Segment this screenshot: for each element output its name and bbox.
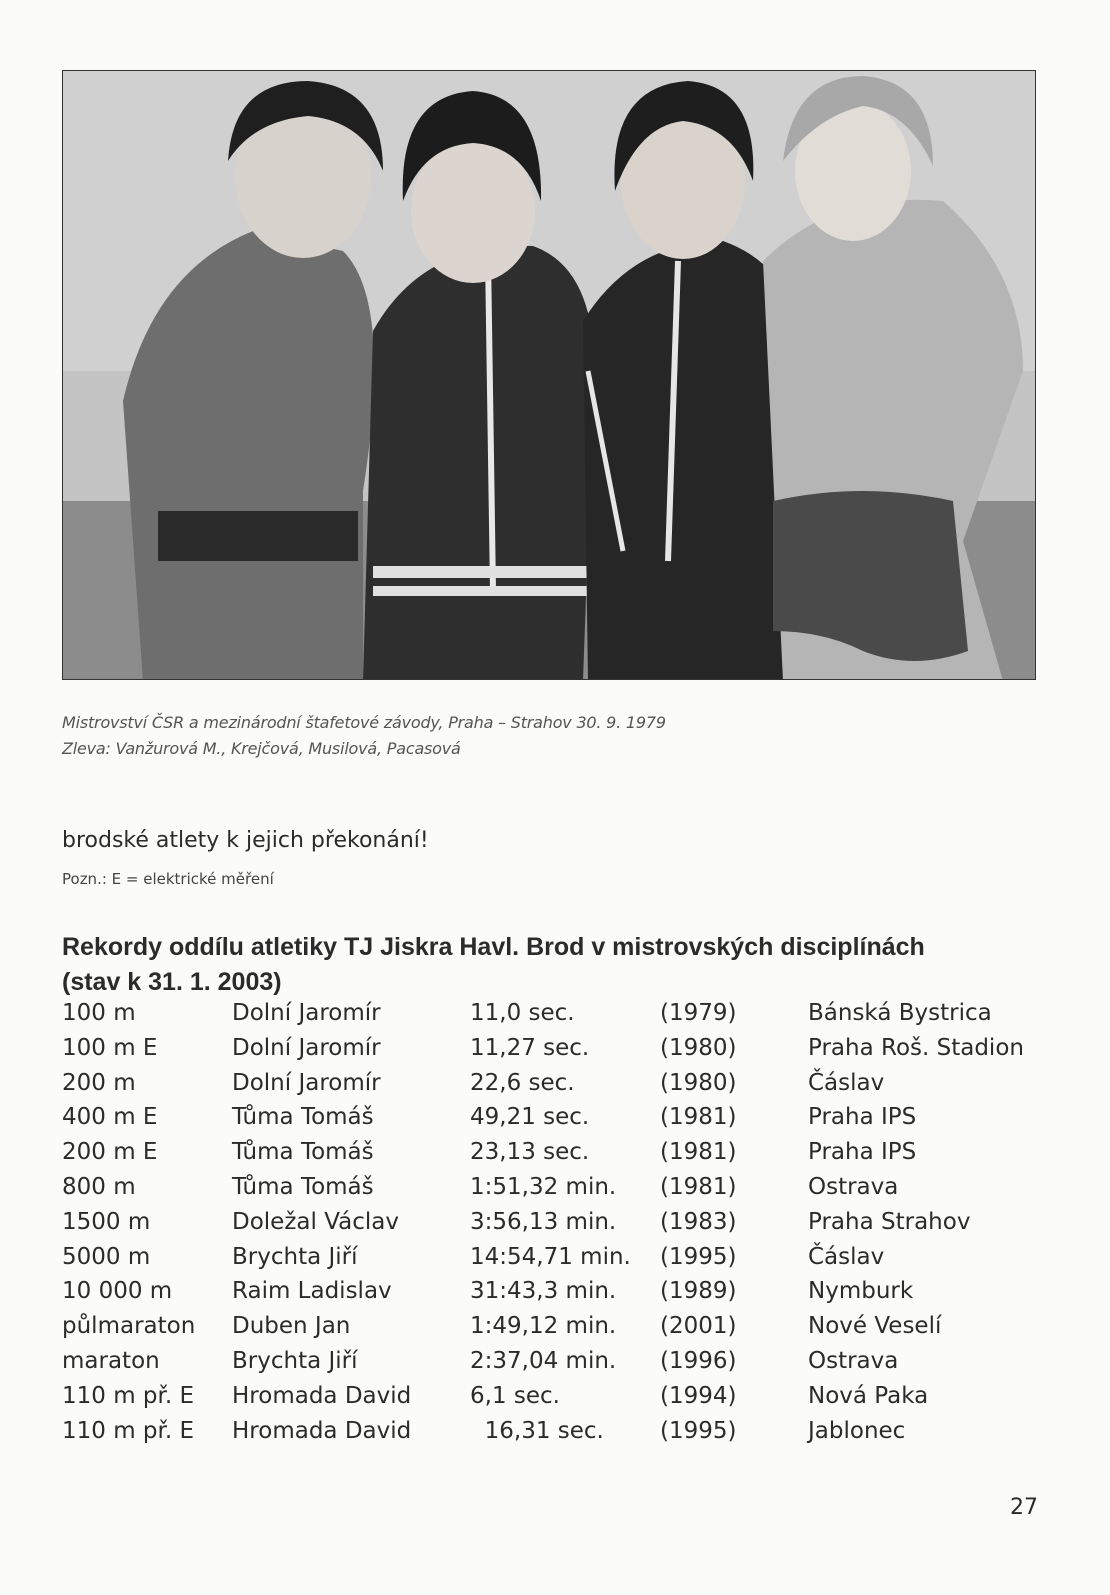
table-row (62, 1000, 1052, 1035)
record-athlete: Duben Jan (232, 1313, 351, 1340)
record-result: 2:37,04 min. (470, 1347, 617, 1374)
record-result: 6,1 sec. (470, 1382, 560, 1409)
caption-line-1: Mistrovství ČSR a mezinárodní štafetové závody, Praha – Strahov 30. 9. 1979 (62, 713, 666, 732)
record-discipline: 110 m př. E (62, 1382, 195, 1409)
table-row (62, 1278, 1052, 1313)
record-venue: Jablonec (808, 1417, 906, 1444)
record-discipline: 100 m E (62, 1034, 158, 1061)
record-discipline: 100 m (62, 1000, 136, 1026)
record-result: 1:51,32 min. (470, 1173, 617, 1200)
body-paragraph: brodské atlety k jejich překonání! (62, 828, 429, 853)
record-athlete: Doležal Václav (232, 1208, 399, 1235)
record-athlete: Hromada David (232, 1382, 412, 1409)
record-year: (1995) (660, 1243, 737, 1270)
record-athlete: Tůma Tomáš (232, 1104, 374, 1131)
record-athlete: Raim Ladislav (232, 1278, 392, 1305)
record-year: (1980) (660, 1034, 737, 1061)
record-venue: Ostrava (808, 1347, 899, 1374)
record-result: 11,0 sec. (470, 1000, 575, 1026)
record-result: 23,13 sec. (470, 1139, 590, 1166)
record-venue: Nymburk (808, 1278, 914, 1305)
record-venue: Bánská Bystrica (808, 1000, 992, 1026)
record-result: 1:49,12 min. (470, 1313, 617, 1340)
measurement-note: Pozn.: E = elektrické měření (62, 870, 274, 888)
record-venue: Nová Paka (808, 1382, 929, 1409)
record-year: (1981) (660, 1104, 737, 1131)
record-athlete: Brychta Jiří (232, 1243, 358, 1270)
photo-illustration (63, 71, 1036, 680)
record-discipline: 1500 m (62, 1208, 151, 1235)
record-year: (1989) (660, 1278, 737, 1305)
record-athlete: Dolní Jaromír (232, 1034, 381, 1061)
record-venue: Praha Strahov (808, 1208, 971, 1235)
records-table (62, 1000, 1052, 1452)
record-venue: Nové Veselí (808, 1313, 942, 1340)
table-row (62, 1104, 1052, 1139)
table-row (62, 1313, 1052, 1348)
record-venue: Praha IPS (808, 1139, 917, 1166)
record-year: (1983) (660, 1208, 737, 1235)
record-result: 11,27 sec. (470, 1034, 590, 1061)
record-discipline: 800 m (62, 1173, 136, 1200)
record-result: 31:43,3 min. (470, 1278, 617, 1305)
record-result: 49,21 sec. (470, 1104, 590, 1131)
record-year: (2001) (660, 1313, 737, 1340)
record-year: (1994) (660, 1382, 737, 1409)
record-year: (1995) (660, 1417, 737, 1444)
record-athlete: Brychta Jiří (232, 1347, 358, 1374)
record-result: 16,31 sec. (470, 1417, 604, 1444)
heading-line-1: Rekordy oddílu atletiky TJ Jiskra Havl. Brod v mistrovských disciplínách (62, 933, 925, 961)
record-venue: Ostrava (808, 1173, 899, 1200)
table-row (62, 1139, 1052, 1174)
table-row (62, 1174, 1052, 1209)
record-athlete: Dolní Jaromír (232, 1069, 381, 1096)
record-result: 14:54,71 min. (470, 1243, 631, 1270)
record-athlete: Hromada David (232, 1417, 412, 1444)
record-venue: Čáslav (808, 1243, 885, 1270)
record-athlete: Tůma Tomáš (232, 1139, 374, 1166)
record-discipline: 10 000 m (62, 1278, 173, 1305)
table-row (62, 1244, 1052, 1279)
table-row (62, 1209, 1052, 1244)
records-heading (62, 930, 1042, 1000)
record-discipline: 110 m př. E (62, 1417, 195, 1444)
record-discipline: 200 m (62, 1069, 136, 1096)
record-venue: Praha Roš. Stadion (808, 1034, 1024, 1061)
table-row (62, 1070, 1052, 1105)
caption-line-2: Zleva: Vanžurová M., Krejčová, Musilová, Pacasová (62, 739, 461, 758)
record-year: (1981) (660, 1139, 737, 1166)
record-discipline: 200 m E (62, 1139, 158, 1166)
record-venue: Čáslav (808, 1069, 885, 1096)
table-row (62, 1348, 1052, 1383)
record-year: (1996) (660, 1347, 737, 1374)
record-discipline: maraton (62, 1347, 160, 1374)
record-year: (1979) (660, 1000, 737, 1026)
table-row (62, 1035, 1052, 1070)
athletes-photo (62, 70, 1036, 680)
table-row (62, 1383, 1052, 1418)
record-discipline: 5000 m (62, 1243, 151, 1270)
record-result: 22,6 sec. (470, 1069, 575, 1096)
record-discipline: 400 m E (62, 1104, 158, 1131)
photo-caption (62, 710, 666, 762)
record-athlete: Tůma Tomáš (232, 1173, 374, 1200)
page-number: 27 (1010, 1495, 1038, 1520)
record-athlete: Dolní Jaromír (232, 1000, 381, 1026)
table-row (62, 1418, 1052, 1453)
heading-line-2: (stav k 31. 1. 2003) (62, 968, 282, 996)
record-venue: Praha IPS (808, 1104, 917, 1131)
record-year: (1980) (660, 1069, 737, 1096)
record-discipline: půlmaraton (62, 1313, 196, 1340)
record-year: (1981) (660, 1173, 737, 1200)
record-result: 3:56,13 min. (470, 1208, 617, 1235)
